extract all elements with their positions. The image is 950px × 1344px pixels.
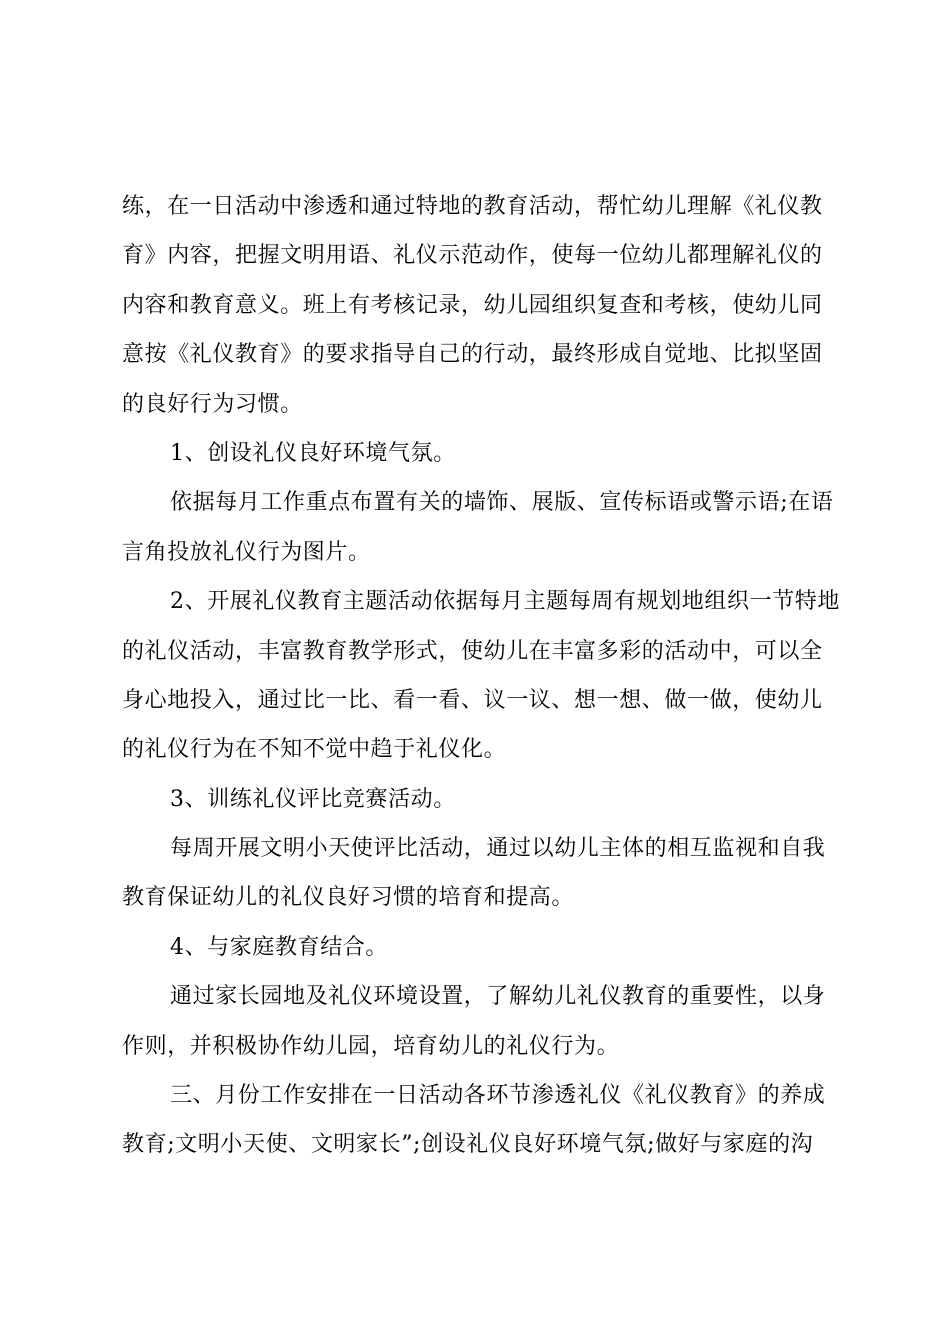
section-heading-monthly: 三、月份工作安排在一日活动各环节渗透礼仪《礼仪教育》的养成 (170, 1083, 826, 1109)
section-heading-4: 4、与家庭教育结合。 (170, 934, 388, 960)
document-body (122, 189, 842, 1177)
text-line: 的礼仪行为在不知不觉中趋于礼仪化。 (122, 737, 507, 763)
text-line: 练，在一日活动中渗透和通过特地的教育活动，帮忙幼儿理解《礼仪教 (122, 194, 823, 219)
text-line: 教育保证幼儿的礼仪良好习惯的培育和提高。 (122, 885, 575, 911)
section-heading-1: 1、创设礼仪良好环境气氛。 (170, 440, 456, 466)
section-heading-2: 2、开展礼仪教育主题活动依据每月主题每周有规划地组织一节特地 (170, 589, 840, 615)
text-line: 每周开展文明小天使评比活动，通过以幼儿主体的相互监视和自我 (170, 836, 826, 862)
text-line: 言角投放礼仪行为图片。 (122, 539, 371, 565)
text-line: 的良好行为习惯。 (122, 391, 303, 417)
text-line: 教育;文明小天使、文明家长”;创设礼仪良好环境气氛;做好与家庭的沟 (122, 1132, 814, 1158)
text-line: 依据每月工作重点布置有关的墙饰、展版、宣传标语或警示语;在语 (170, 490, 834, 516)
section-heading-3: 3、训练礼仪评比竞赛活动。 (170, 786, 456, 812)
text-line: 通过家长园地及礼仪环境设置，了解幼儿礼仪教育的重要性，以身 (170, 984, 826, 1010)
text-line: 作则，并积极协作幼儿园，培育幼儿的礼仪行为。 (122, 1033, 620, 1059)
text-line: 意按《礼仪教育》的要求指导自己的行动，最终形成自觉地、比拟坚固 (122, 342, 823, 368)
text-line: 的礼仪活动，丰富教育教学形式，使幼儿在丰富多彩的活动中，可以全 (122, 638, 823, 664)
text-line: 内容和教育意义。班上有考核记录，幼儿园组织复查和考核，使幼儿同 (122, 292, 823, 318)
text-line: 身心地投入，通过比一比、看一看、议一议、想一想、做一做，使幼儿 (122, 687, 823, 713)
text-line: 育》内容，把握文明用语、礼仪示范动作，使每一位幼儿都理解礼仪的 (122, 243, 823, 269)
